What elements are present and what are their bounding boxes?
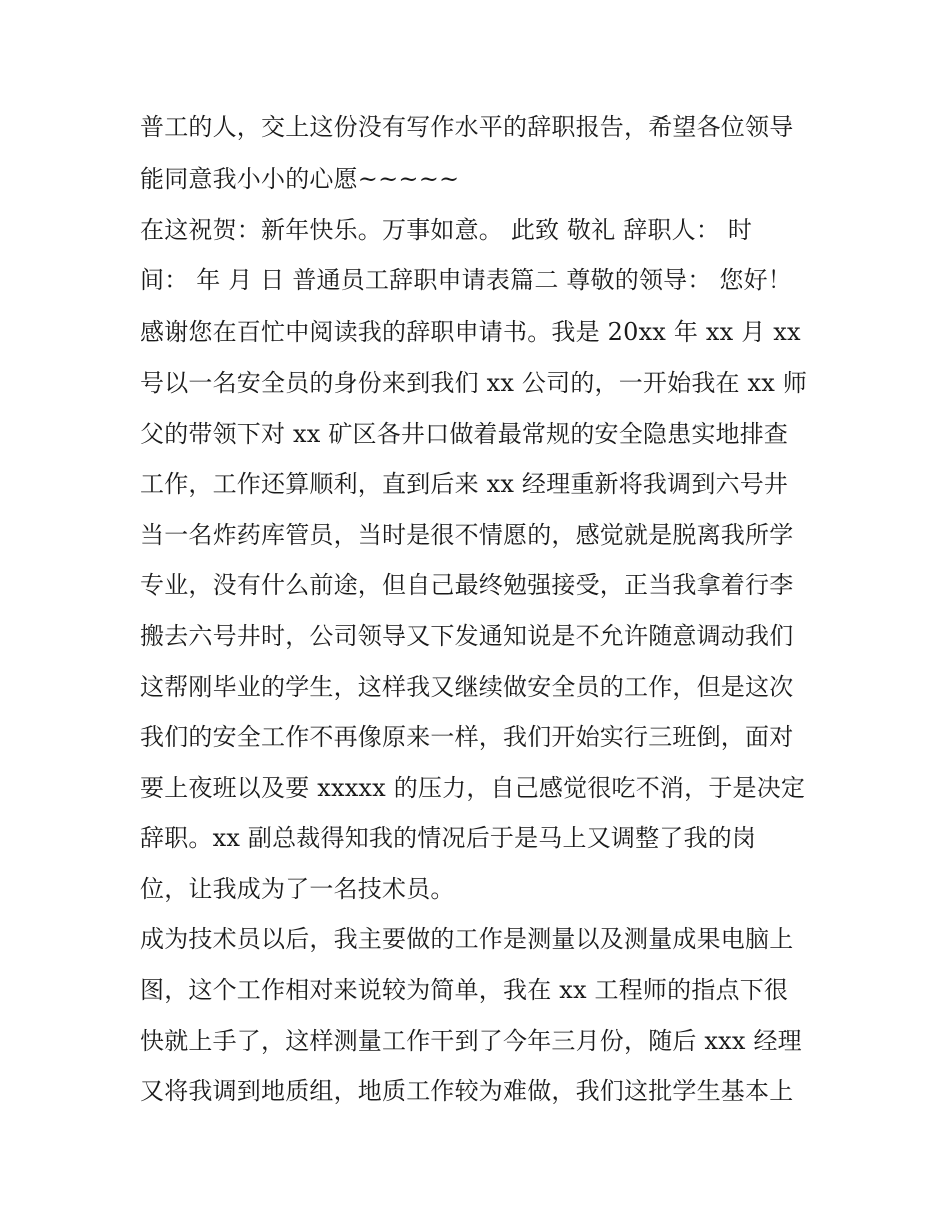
text-line: 快就上手了，这样测量工作干到了今年三月份，随后 xxx 经理 xyxy=(140,1027,802,1055)
text-line: 号以一名安全员的身份来到我们 xx 公司的，一开始我在 xx 师 xyxy=(140,369,808,397)
text-line: 要上夜班以及要 xxxxx 的压力，自己感觉很吃不消，于是决定 xyxy=(140,774,806,802)
text-line: 专业，没有什么前途，但自己最终勉强接受，正当我拿着行李 xyxy=(140,571,794,599)
text-line: 工作，工作还算顺利，直到后来 xx 经理重新将我调到六号井 xyxy=(140,470,789,498)
text-line: 在这祝贺：新年快乐。万事如意。 此致 敬礼 辞职人： 时 xyxy=(140,216,753,244)
text-line: 这帮刚毕业的学生，这样我又继续做安全员的工作，但是这次 xyxy=(140,673,794,701)
text-line: 位，让我成为了一名技术员。 xyxy=(140,875,455,903)
text-line: 辞职。xx 副总裁得知我的情况后于是马上又调整了我的岗 xyxy=(140,824,757,852)
text-line: 我们的安全工作不再像原来一样，我们开始实行三班倒，面对 xyxy=(140,723,794,751)
text-line: 感谢您在百忙中阅读我的辞职申请书。我是 20xx 年 xx 月 xx xyxy=(140,318,801,346)
text-line: 又将我调到地质组，地质工作较为难做，我们这批学生基本上 xyxy=(140,1077,794,1105)
text-line: 父的带领下对 xx 矿区各井口做着最常规的安全隐患实地排查 xyxy=(140,420,789,448)
text-line: 间： 年 月 日 普通员工辞职申请表篇二 尊敬的领导： 您好！ xyxy=(140,266,792,294)
text-line: 图，这个工作相对来说较为简单，我在 xx 工程师的指点下很 xyxy=(140,976,789,1004)
text-line: 搬去六号井时，公司领导又下发通知说是不允许随意调动我们 xyxy=(140,622,794,650)
text-line: 当一名炸药库管员，当时是很不情愿的，感觉就是脱离我所学 xyxy=(140,521,794,549)
text-line: 能同意我小小的心愿~~~~~ xyxy=(140,165,460,193)
text-line: 成为技术员以后，我主要做的工作是测量以及测量成果电脑上 xyxy=(140,925,794,953)
text-line: 普工的人，交上这份没有写作水平的辞职报告，希望各位领导 xyxy=(140,113,794,141)
